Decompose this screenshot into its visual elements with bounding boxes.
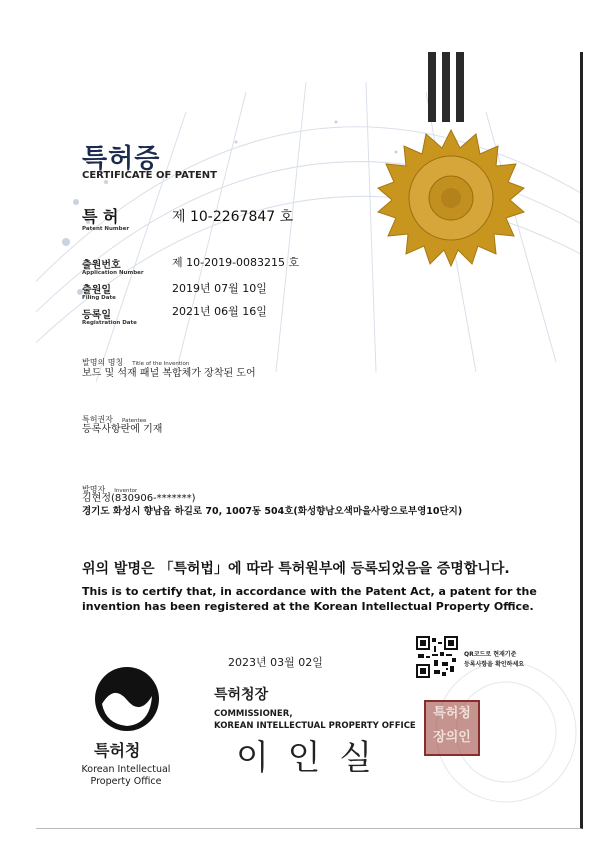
qr-code-icon[interactable] <box>416 636 458 678</box>
patent-number-label-en: Patent Number <box>82 226 130 232</box>
filing-date-label-en: Filing Date <box>82 295 116 301</box>
qr-note-line1: QR코드로 현재기준 <box>464 651 517 658</box>
taegeuk-logo-icon <box>92 664 162 734</box>
patentee-label-en: Patentee <box>122 418 147 424</box>
invention-title-label-en: Title of the Invention <box>132 361 190 367</box>
issue-date: 2023년 03월 02일 <box>228 656 323 669</box>
qr-note <box>464 650 524 670</box>
qr-note-line2: 등록사항을 확인하세요 <box>464 661 525 668</box>
office-english <box>76 764 176 788</box>
certificate-sheet <box>36 52 583 829</box>
signature: 이 인 실 <box>236 738 377 778</box>
commissioner-english-line2: KOREAN INTELLECTUAL PROPERTY OFFICE <box>214 721 416 731</box>
registration-date-value: 2021년 06월 16일 <box>172 305 267 318</box>
stamp-text: 특허청장의인 <box>433 706 471 745</box>
ribbon-stripes <box>428 52 468 122</box>
patent-number-value: 제 10-2267847 호 <box>172 209 294 225</box>
patentee-value: 등록사항란에 기재 <box>82 424 163 435</box>
inventor-address: 경기도 화성시 향남읍 하길로 70, 1007동 504호(화성향남오색마을사랑으로부영10단지) <box>82 506 463 517</box>
official-stamp <box>424 700 480 756</box>
inventor-label: 발명자 <box>82 485 106 494</box>
gold-seal-icon <box>376 128 526 268</box>
commissioner-korean: 특허청장 <box>214 687 269 703</box>
filing-date-value: 2019년 07월 10일 <box>172 282 267 295</box>
invention-title-label: 발명의 명칭 <box>82 358 124 367</box>
office-english-line2: Property Office <box>90 776 162 787</box>
commissioner-english <box>214 708 416 732</box>
inventor-name: 김현정(830906-*******) <box>82 493 196 504</box>
certification-english-line2: invention has been registered at the Korean Intellectual Property Office. <box>82 600 534 613</box>
certification-english <box>82 584 537 614</box>
office-logo-korean: 특허청 <box>94 741 141 760</box>
patent-number-label: 특 허 <box>82 207 119 226</box>
application-number-label: 출원번호 <box>82 260 121 271</box>
application-number-label-en: Application Number <box>82 270 144 276</box>
office-english-line1: Korean Intellectual <box>81 764 171 775</box>
invention-title-value: 보드 및 석재 패널 복합체가 장착된 도어 <box>82 368 256 379</box>
inventor-label-en: Inventor <box>114 488 138 494</box>
title-korean: 특허증 <box>82 144 161 174</box>
certification-english-line1: This is to certify that, in accordance with the Patent Act, a patent for the <box>82 585 537 598</box>
filing-date-label: 출원일 <box>82 285 111 296</box>
commissioner-english-line1: COMMISSIONER, <box>214 709 293 719</box>
application-number-value: 제 10-2019-0083215 호 <box>172 256 300 269</box>
registration-date-label-en: Registration Date <box>82 320 137 326</box>
patentee-label: 특허권자 <box>82 415 113 424</box>
certification-korean: 위의 발명은 「특허법」에 따라 특허원부에 등록되었음을 증명합니다. <box>82 561 510 577</box>
registration-date-label: 등록일 <box>82 310 111 321</box>
title-english: CERTIFICATE OF PATENT <box>82 170 217 181</box>
